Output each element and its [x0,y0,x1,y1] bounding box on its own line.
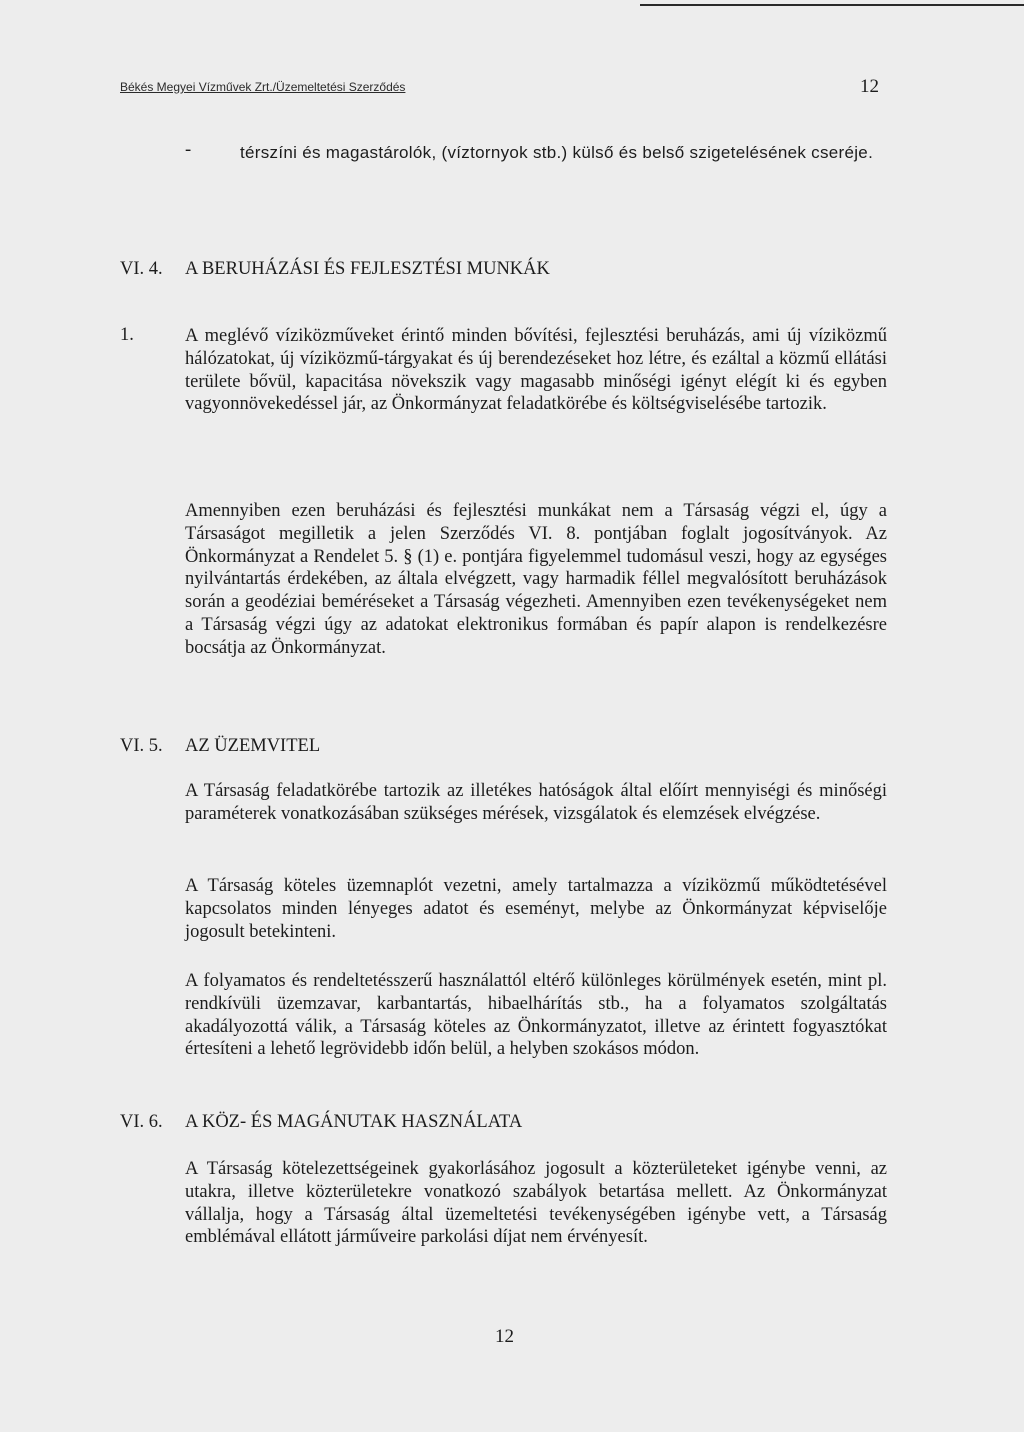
paragraph-beruhazas-1: A meglévő víziközműveket érintő minden bővítési, fejlesztési beruházás, ami új víziközmű hálózatokat, új víziközmű-tárgyakat és új berendezéseket hoz létre, és ezáltal a közmű ellátási területe bővül, kapacitása növekszik vagy magasabb minőségi igényt elégít ki és egyben vagyonnövekedéssel jár, az Önkormányzat feladatkörébe és költségviselésébe tartozik. [185,326,887,415]
paragraph-utak: A Társaság kötelezettségeinek gyakorlásához jogosult a közterületeket igénybe venni, az utakra, illetve közterületekre vonatkozó szabályok betartása mellett. Az Önkormányzat vállalja, hogy a Társaság által üzemeltetési tevékenységében igénybe vett, a Társaság emblémával ellátott járműveire parkolási díjat nem érvényesít. [185,1159,887,1248]
scan-edge-line [640,4,1024,6]
paragraph-uzemvitel-2: A Társaság köteles üzemnaplót vezetni, amely tartalmazza a víziközmű működtetésével kapcsolatos minden lényeges adatot és eseményt, melybe az Önkormányzat képviselője jogosult betekinteni. [185,876,887,942]
list-item-number: 1. [120,325,134,345]
paragraph-uzemvitel-3: A folyamatos és rendeltetésszerű használattól eltérő különleges körülmények esetén, mint pl. rendkívüli üzemzavar, karbantartás, hibaelhárítás stb., ha a folyamatos szolgáltatás akadályozottá válik, a Társaság köteles az Önkormányzatot, illetve az érintett fogyasztókat értesíteni a lehető legrövidebb időn belül, a helyben szokásos módon. [185,971,887,1060]
dash-item-text: térszíni és magastárolók, (víztornyok stb.) külső és belső szigetelésének cseréje. [240,143,874,162]
section-number: VI. 6. [120,1112,163,1132]
footer-page-number: 12 [495,1326,514,1347]
section-number: VI. 5. [120,736,163,756]
paragraph-uzemvitel-1: A Társaság feladatkörébe tartozik az illetékes hatóságok által előírt mennyiségi és minőségi paraméterek vonatkozásában szükséges mérések, vizsgálatok és elemzések elvégzése. [185,781,887,824]
section-title: AZ ÜZEMVITEL [185,736,321,756]
dash-marker: - [185,140,192,160]
section-number: VI. 4. [120,259,163,279]
header-page-number: 12 [860,76,879,97]
section-title: A BERUHÁZÁSI ÉS FEJLESZTÉSI MUNKÁK [185,259,550,279]
paragraph-beruhazas-2: Amennyiben ezen beruházási és fejlesztési munkákat nem a Társaság végzi el, úgy a Társaságot megilletik a jelen Szerződés VI. 8. pontjában foglalt jogosítványok. Az Önkormányzat a Rendelet 5. § (1) e. pontjára figyelemmel tudomásul veszi, hogy az egységes nyilvántartás érdekében, az általa elvégzett, vagy harmadik féllel megvalósított beruházások során a geodéziai beméréseket a Társaság végezheti. Amennyiben ezen tevékenységeket nem a Társaság végzi úgy az adatokat elektronikus formában és papír alapon is rendelkezésre bocsátja az Önkormányzat. [185,501,887,658]
section-title: A KÖZ- ÉS MAGÁNUTAK HASZNÁLATA [185,1112,523,1132]
header-title: Békés Megyei Vízművek Zrt./Üzemeltetési Szerződés [120,80,406,94]
